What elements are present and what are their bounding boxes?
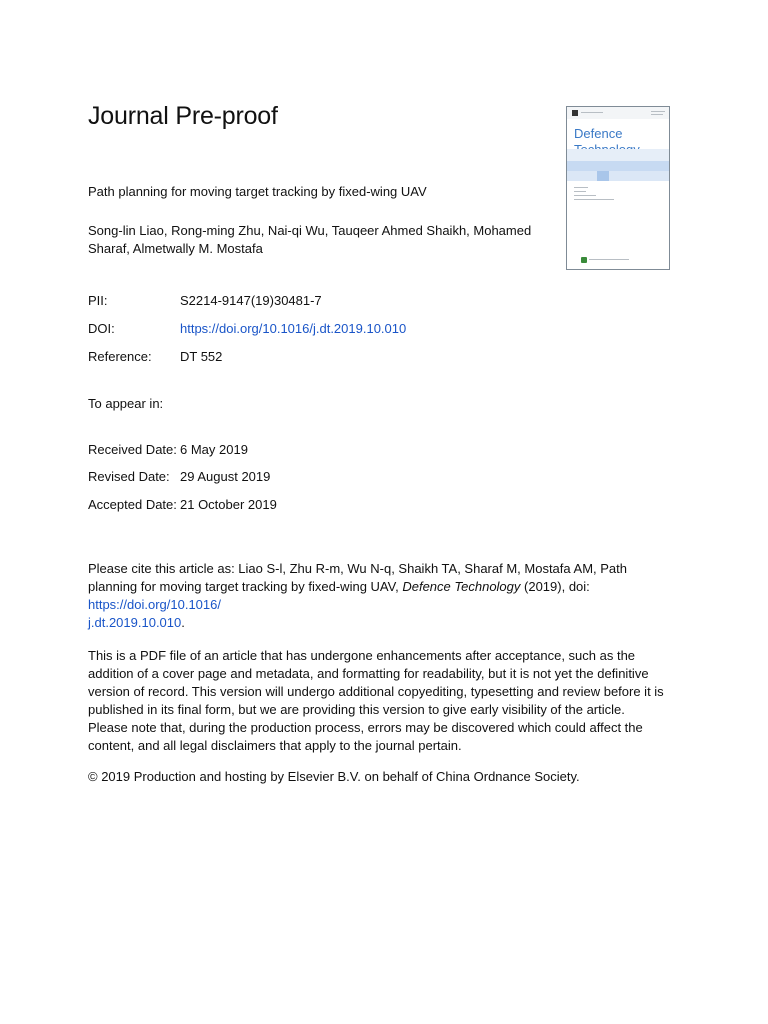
cover-tiny-text xyxy=(589,259,629,260)
notice-paragraph: This is a PDF file of an article that has undergone enhancements after acceptance, such as the addition of a cover page and metadata, and formatting for readability, but it is not yet the definitive version of record. This version will undergo additional copyediting, typesetting and review before it is published in its final form, but we are providing this version to give early visibility of the article. Please note that, during the production process, errors may be discovered which could affect the content, and all legal disclaimers that apply to the journal pertain. xyxy=(88,648,664,753)
article-authors: Song-lin Liao, Rong-ming Zhu, Nai-qi Wu, Tauqeer Ahmed Shaikh, Mohamed Sharaf, Almetwally M. Mostafa xyxy=(88,223,532,256)
reference-label: Reference: xyxy=(88,349,152,364)
citation-journal: Defence Technology xyxy=(402,579,521,594)
cover-tiny-text xyxy=(574,191,586,192)
cover-tiny-text xyxy=(574,187,588,188)
pii-value: S2214-9147(19)30481-7 xyxy=(180,293,322,308)
revised-date-label: Revised Date: xyxy=(88,469,170,484)
cover-tiny-text xyxy=(581,112,603,113)
publisher-logo-icon xyxy=(572,110,578,116)
accepted-date-row xyxy=(88,497,277,512)
citation-doi-link-part1[interactable]: https://doi.org/10.1016/ xyxy=(88,597,221,612)
journal-pre-proof-heading: Journal Pre-proof xyxy=(88,102,278,130)
revised-date-value: 29 August 2019 xyxy=(180,469,271,484)
cover-tiny-text xyxy=(574,195,596,196)
received-date-label: Received Date: xyxy=(88,442,177,457)
doi-row xyxy=(88,321,406,336)
citation-text: Please cite this article as: Liao S-l, Zhu R-m, Wu N-q, Shaikh TA, Sharaf M, Mostafa AM, Path planning for moving target tracking by fixed-wing UAV, xyxy=(88,561,627,594)
doi-label: DOI: xyxy=(88,321,115,336)
pii-row xyxy=(88,293,322,308)
accepted-date-label: Accepted Date: xyxy=(88,497,177,512)
cover-tiny-text xyxy=(651,111,665,112)
received-date-row xyxy=(88,442,248,457)
pii-label: PII: xyxy=(88,293,108,308)
received-date-value: 6 May 2019 xyxy=(180,442,248,457)
citation-doi-link[interactable] xyxy=(88,597,221,630)
cover-journal-name: Defence xyxy=(574,126,623,141)
citation-paragraph xyxy=(88,560,668,632)
society-logo-icon xyxy=(581,257,587,263)
citation-suffix: . xyxy=(181,615,185,630)
citation-middle: (2019), doi: xyxy=(520,579,590,594)
cover-band xyxy=(567,171,669,181)
reference-row xyxy=(88,349,222,364)
to-appear-in-label: To appear in: xyxy=(88,396,164,411)
journal-cover-thumbnail xyxy=(566,106,670,270)
cover-top-bar xyxy=(567,107,669,119)
revised-date-row xyxy=(88,469,270,484)
cover-tiny-text xyxy=(651,114,663,115)
cover-band xyxy=(567,161,669,171)
copyright-notice: © 2019 Production and hosting by Elsevier B.V. on behalf of China Ordnance Society. xyxy=(88,769,580,784)
reference-value: DT 552 xyxy=(180,349,223,364)
cover-tiny-text xyxy=(574,199,614,200)
accepted-date-value: 21 October 2019 xyxy=(180,497,277,512)
article-title: Path planning for moving target tracking by fixed-wing UAV xyxy=(88,184,427,199)
cover-band xyxy=(567,149,669,161)
cover-band-block xyxy=(597,171,609,181)
citation-doi-link-part2[interactable]: j.dt.2019.10.010 xyxy=(88,615,182,630)
doi-link[interactable]: https://doi.org/10.1016/j.dt.2019.10.010 xyxy=(180,321,407,336)
